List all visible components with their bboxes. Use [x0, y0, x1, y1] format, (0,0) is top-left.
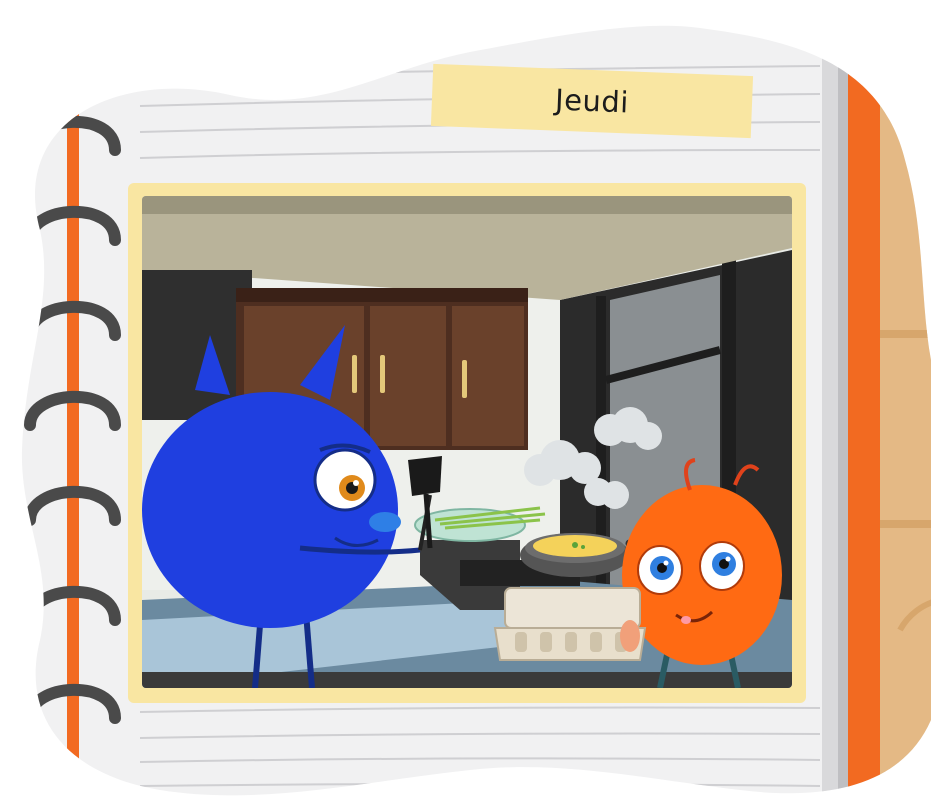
desk-surface [880, 0, 931, 806]
egg-carton [495, 588, 645, 660]
notebook-cover-edge [848, 0, 880, 806]
day-label: Jeudi [554, 82, 630, 120]
kitchen-scene [142, 196, 792, 688]
page-edge [822, 0, 838, 806]
